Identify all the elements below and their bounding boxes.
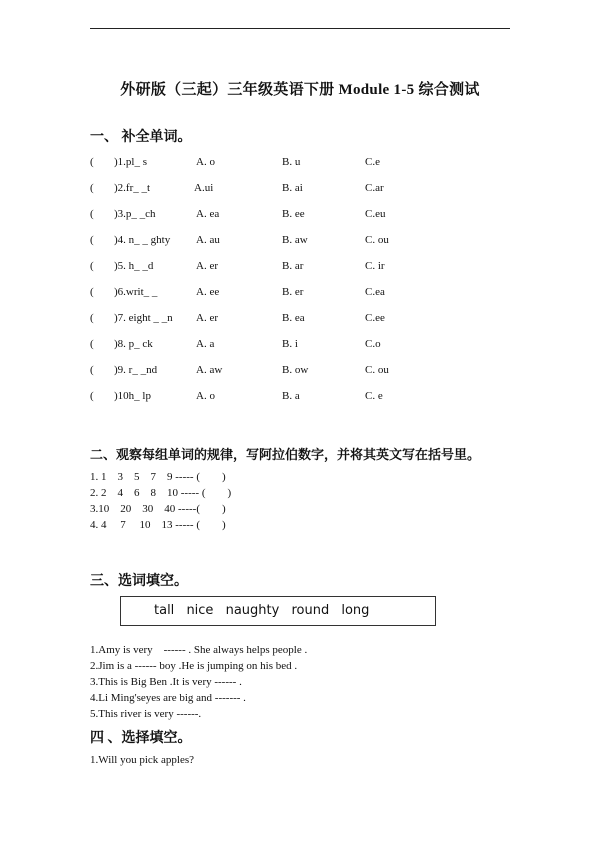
answer-paren: (: [90, 286, 94, 298]
word-bank-item: tall: [154, 603, 175, 618]
choice-sentence: 1.Will you pick apples?: [90, 754, 195, 766]
question-stem: )10h_ lp: [114, 390, 151, 402]
option-c: C. e: [365, 390, 383, 402]
option-b: B. ar: [282, 260, 304, 272]
question-stem: )1.pl_ s: [114, 156, 147, 168]
option-b: B. ai: [282, 182, 303, 194]
option-a: A. au: [196, 234, 220, 246]
answer-paren: (: [90, 156, 94, 168]
sequence-line: 4. 4 7 10 13 ----- ( ): [90, 519, 226, 531]
option-b: B. a: [282, 390, 300, 402]
option-a: A. er: [196, 260, 218, 272]
option-a: A. o: [196, 390, 215, 402]
top-rule: [90, 28, 510, 29]
option-a: A. aw: [196, 364, 223, 376]
answer-paren: (: [90, 364, 94, 376]
option-a: A.ui: [194, 182, 214, 194]
word-bank-item: round: [291, 603, 330, 618]
question-stem: )8. p_ ck: [114, 338, 153, 350]
question-stem: )4. n_ _ ghty: [114, 234, 171, 246]
answer-paren: (: [90, 208, 94, 220]
question-stem: )2.fr_ _t: [114, 182, 151, 194]
question-stem: )3.p_ _ch: [114, 208, 156, 220]
answer-paren: (: [90, 182, 94, 194]
option-a: A. er: [196, 312, 218, 324]
sequence-line: 1. 1 3 5 7 9 ----- ( ): [90, 471, 226, 483]
fill-sentence: 3.This is Big Ben .It is very ------ .: [90, 676, 242, 688]
fill-sentence: 5.This river is very ------.: [90, 708, 202, 720]
option-b: B. ea: [282, 312, 305, 324]
option-b: B. er: [282, 286, 304, 298]
fill-sentence: 1.Amy is very ------ . She always helps people .: [90, 644, 308, 656]
word-bank-item: naughty: [225, 603, 280, 618]
question-stem: )9. r_ _nd: [114, 364, 158, 376]
option-b: B. u: [282, 156, 301, 168]
option-a: A. o: [196, 156, 215, 168]
option-b: B. ee: [282, 208, 305, 220]
word-bank-item: long: [341, 603, 370, 618]
answer-paren: (: [90, 260, 94, 272]
question-stem: )7. eight _ _n: [114, 312, 173, 324]
answer-paren: (: [90, 390, 94, 402]
option-c: C.e: [365, 156, 380, 168]
option-c: C. ir: [365, 260, 385, 272]
option-a: A. ee: [196, 286, 220, 298]
option-a: A. ea: [196, 208, 220, 220]
option-c: C.ar: [365, 182, 384, 194]
answer-paren: (: [90, 312, 94, 324]
word-bank: [120, 596, 436, 626]
question-stem: )5. h_ _d: [114, 260, 154, 272]
option-b: B. ow: [282, 364, 309, 376]
option-b: B. i: [282, 338, 298, 350]
option-b: B. aw: [282, 234, 308, 246]
answer-paren: (: [90, 338, 94, 350]
section1-heading: 一、 补全单词。: [90, 130, 192, 145]
option-c: C.eu: [365, 208, 386, 220]
question-stem: )6.writ_ _: [114, 286, 158, 298]
fill-sentence: 4.Li Ming'seyes are big and ------- .: [90, 692, 246, 704]
section2-heading: 二、观察每组单词的规律，写阿拉伯数字，并将其英文写在括号里。: [90, 447, 481, 462]
fill-sentence: 2.Jim is a ------ boy .He is jumping on his bed .: [90, 660, 298, 672]
sequence-line: 3.10 20 30 40 -----( ): [90, 503, 226, 515]
word-bank-item: nice: [186, 603, 214, 618]
sequence-line: 2. 2 4 6 8 10 ----- ( ): [90, 487, 232, 499]
answer-paren: (: [90, 234, 94, 246]
page-title: 外研版（三起）三年级英语下册 Module 1-5 综合测试: [120, 82, 480, 98]
section4-heading: 四 、选择填空。: [90, 731, 192, 746]
option-c: C. ou: [365, 234, 389, 246]
option-c: C.o: [365, 338, 381, 350]
option-c: C.ee: [365, 312, 385, 324]
option-c: C.ea: [365, 286, 385, 298]
option-a: A. a: [196, 338, 215, 350]
option-c: C. ou: [365, 364, 389, 376]
section3-heading: 三、选词填空。: [90, 574, 188, 589]
